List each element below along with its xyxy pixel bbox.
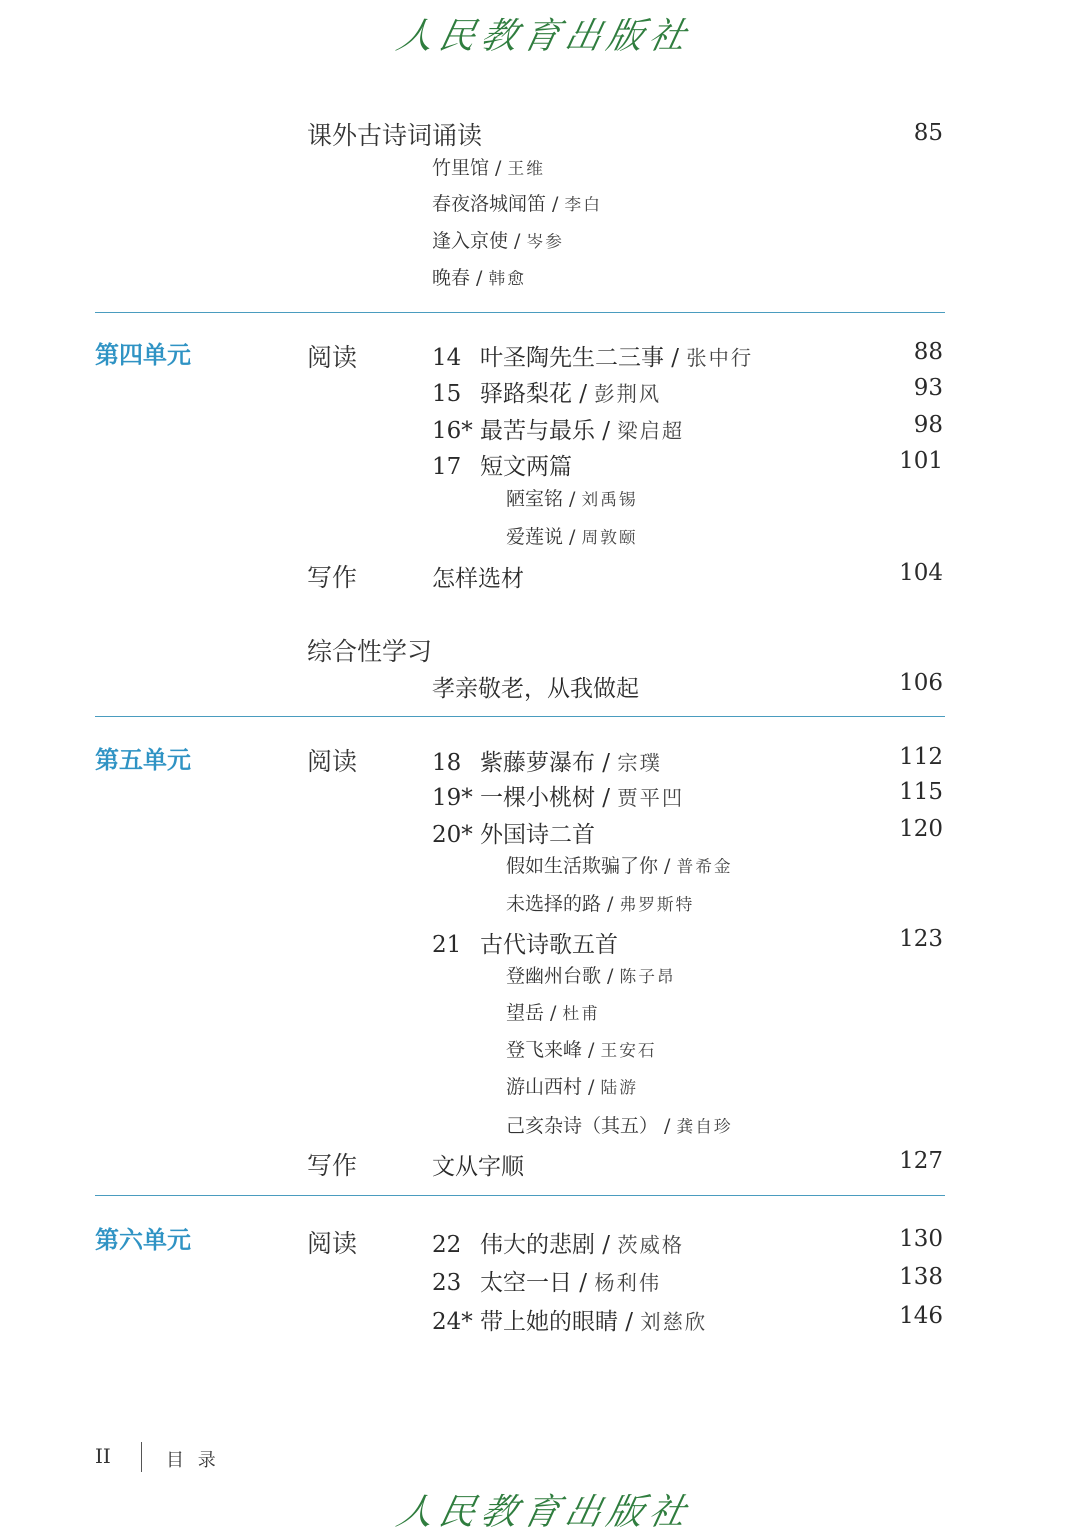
divider bbox=[95, 716, 945, 717]
section-label-writing: 写作 bbox=[307, 1151, 358, 1180]
divider bbox=[95, 1195, 945, 1196]
page-number: 106 bbox=[899, 670, 943, 696]
sub-entry[interactable]: 未选择的路 / 弗罗斯特 bbox=[506, 893, 695, 915]
author: 弗罗斯特 bbox=[619, 894, 695, 914]
section-label-comprehensive: 综合性学习 bbox=[307, 637, 433, 666]
author: 陈子昂 bbox=[619, 966, 676, 986]
author: 韩愈 bbox=[488, 268, 526, 288]
section-label-reading: 阅读 bbox=[307, 1229, 358, 1258]
page-number: 101 bbox=[899, 448, 943, 474]
author: 普希金 bbox=[676, 856, 733, 876]
page-number: 88 bbox=[913, 339, 943, 365]
author: 彭荆风 bbox=[594, 382, 662, 406]
lesson-entry[interactable]: 24* 带上她的眼睛 / 刘慈欣 bbox=[432, 1309, 708, 1335]
author: 龚自珍 bbox=[676, 1116, 733, 1136]
poem-entry[interactable]: 竹里馆 / 王维 bbox=[432, 157, 545, 179]
poem-entry[interactable]: 晚春 / 韩愈 bbox=[432, 267, 526, 289]
author: 陆游 bbox=[600, 1077, 638, 1097]
unit-title: 第四单元 bbox=[95, 340, 191, 369]
writing-entry[interactable]: 怎样选材 bbox=[432, 566, 524, 592]
comprehensive-entry[interactable]: 孝亲敬老，从我做起 bbox=[432, 676, 639, 702]
page-number: 146 bbox=[899, 1303, 943, 1329]
page-number: 115 bbox=[899, 779, 943, 805]
page-number: 85 bbox=[913, 120, 943, 146]
page-number: 123 bbox=[899, 926, 943, 952]
author: 杜甫 bbox=[562, 1003, 600, 1023]
footer-page-number: II bbox=[95, 1444, 111, 1468]
page-number: 138 bbox=[899, 1264, 943, 1290]
sub-entry[interactable]: 望岳 / 杜甫 bbox=[506, 1002, 600, 1024]
lesson-entry[interactable]: 17 短文两篇 bbox=[432, 454, 572, 480]
lesson-entry[interactable]: 23 太空一日 / 杨利伟 bbox=[432, 1270, 662, 1296]
section-label-reading: 阅读 bbox=[307, 343, 358, 372]
lesson-entry[interactable]: 15 驿路梨花 / 彭荆风 bbox=[432, 381, 662, 407]
sub-entry[interactable]: 假如生活欺骗了你 / 普希金 bbox=[506, 855, 733, 877]
lesson-entry[interactable]: 19* 一棵小桃树 / 贾平凹 bbox=[432, 785, 685, 811]
lesson-entry[interactable]: 22 伟大的悲剧 / 茨威格 bbox=[432, 1232, 685, 1258]
author: 王安石 bbox=[600, 1040, 657, 1060]
poem-entry[interactable]: 春夜洛城闻笛 / 李白 bbox=[432, 193, 602, 215]
section-label-reading: 阅读 bbox=[307, 747, 358, 776]
sub-entry[interactable]: 登飞来峰 / 王安石 bbox=[506, 1039, 657, 1061]
unit-title: 第六单元 bbox=[95, 1225, 191, 1254]
sub-entry[interactable]: 陋室铭 / 刘禹锡 bbox=[506, 488, 638, 510]
sub-entry[interactable]: 己亥杂诗（其五） / 龚自珍 bbox=[506, 1115, 733, 1137]
writing-entry[interactable]: 文从字顺 bbox=[432, 1154, 524, 1180]
poem-entry[interactable]: 逢入京使 / 岑参 bbox=[432, 230, 564, 252]
author: 张中行 bbox=[686, 346, 754, 370]
page-number: 93 bbox=[913, 375, 943, 401]
author: 周敦颐 bbox=[581, 527, 638, 547]
sub-entry[interactable]: 游山西村 / 陆游 bbox=[506, 1076, 638, 1098]
page-number: 104 bbox=[899, 560, 943, 586]
footer-label: 目 录 bbox=[166, 1450, 220, 1471]
sub-entry[interactable]: 爱莲说 / 周敦颐 bbox=[506, 526, 638, 548]
page-number: 127 bbox=[899, 1148, 943, 1174]
author: 贾平凹 bbox=[617, 786, 685, 810]
section-label-writing: 写作 bbox=[307, 563, 358, 592]
lesson-entry[interactable]: 21 古代诗歌五首 bbox=[432, 932, 618, 958]
sub-entry[interactable]: 登幽州台歌 / 陈子昂 bbox=[506, 965, 676, 987]
page-number: 120 bbox=[899, 816, 943, 842]
author: 刘慈欣 bbox=[640, 1310, 708, 1334]
author: 岑参 bbox=[526, 231, 564, 251]
publisher-logo: 人民教育出版社 bbox=[392, 1492, 696, 1533]
author: 刘禹锡 bbox=[581, 489, 638, 509]
lesson-entry[interactable]: 16* 最苦与最乐 / 梁启超 bbox=[432, 418, 685, 444]
unit-title: 第五单元 bbox=[95, 745, 191, 774]
author: 李白 bbox=[564, 194, 602, 214]
lesson-entry[interactable]: 18 紫藤萝瀑布 / 宗璞 bbox=[432, 750, 662, 776]
author: 宗璞 bbox=[617, 751, 662, 775]
footer-divider bbox=[141, 1442, 142, 1472]
page-number: 112 bbox=[899, 744, 943, 770]
page-number: 130 bbox=[899, 1226, 943, 1252]
publisher-logo: 人民教育出版社 bbox=[392, 16, 696, 57]
lesson-entry[interactable]: 14 叶圣陶先生二三事 / 张中行 bbox=[432, 345, 754, 371]
author: 梁启超 bbox=[617, 419, 685, 443]
author: 茨威格 bbox=[617, 1233, 685, 1257]
divider bbox=[95, 312, 945, 313]
section-title: 课外古诗词诵读 bbox=[307, 121, 483, 150]
lesson-entry[interactable]: 20* 外国诗二首 bbox=[432, 822, 595, 848]
page-number: 98 bbox=[913, 412, 943, 438]
author: 王维 bbox=[507, 158, 545, 178]
author: 杨利伟 bbox=[594, 1271, 662, 1295]
